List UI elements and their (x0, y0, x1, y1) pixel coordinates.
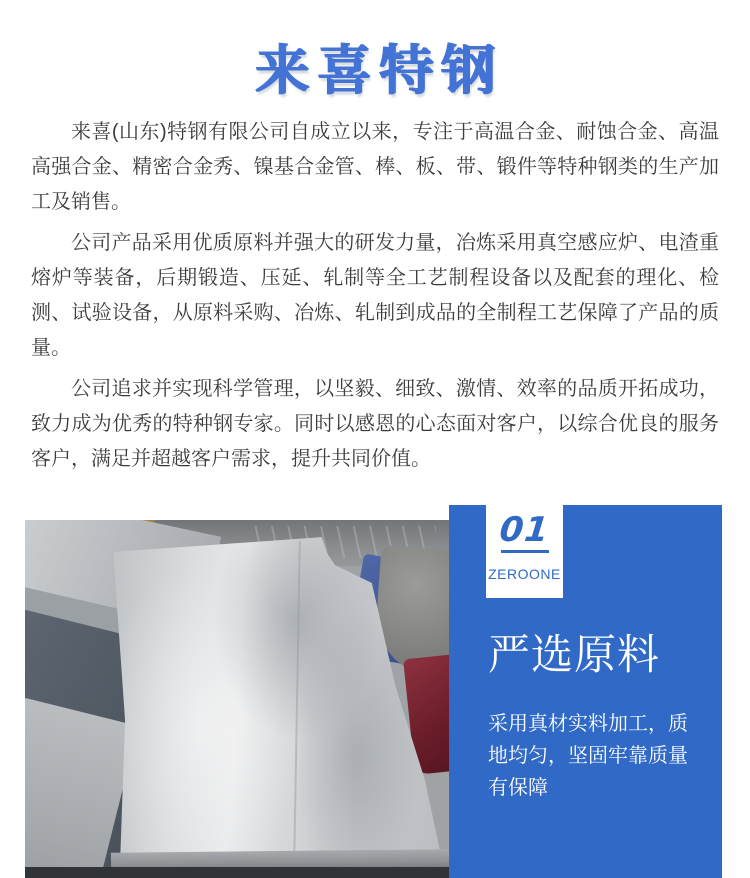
feature-number-divider (501, 550, 549, 553)
feature-panel (449, 505, 722, 878)
intro-paragraph-3: 公司追求并实现科学管理，以坚毅、细致、激情、效率的品质开拓成功，致力成为优秀的特种钢专家。同时以感恩的心态面对客户，以综合优良的服务客户，满足并超越客户需求，提升共同价值。 (31, 378, 719, 470)
feature-description (488, 708, 688, 804)
feature-description-line-3: 有保障 (488, 777, 548, 799)
feature-number: 01 (497, 510, 552, 550)
feature-section (0, 505, 750, 878)
feature-number-en: ZEROONE (488, 566, 561, 582)
feature-description-line-2: 地均匀，坚固牢靠质量 (488, 745, 688, 767)
page-title: 来喜特钢 (255, 41, 503, 101)
feature-description-line-1: 采用真材实料加工，质 (488, 713, 688, 735)
photo-bottom-shadow (25, 867, 449, 878)
feature-heading: 严选原料 (488, 631, 661, 678)
company-intro (31, 115, 719, 477)
feature-number-box (486, 505, 563, 598)
steel-plates-photo (25, 520, 449, 878)
intro-paragraph-1: 来喜(山东)特钢有限公司自成立以来，专注于高温合金、耐蚀合金、高温高强合金、精密合金秀、镍基合金管、棒、板、带、锻件等特种钢类的生产加工及销售。 (31, 121, 719, 213)
intro-paragraph-2: 公司产品采用优质原料并强大的研发力量，冶炼采用真空感应炉、电渣重熔炉等装备，后期锻造、压延、轧制等全工艺制程设备以及配套的理化、检测、试验设备，从原料采购、冶炼、轧制到成品的全制程工艺保障了产品的质量。 (31, 232, 719, 359)
